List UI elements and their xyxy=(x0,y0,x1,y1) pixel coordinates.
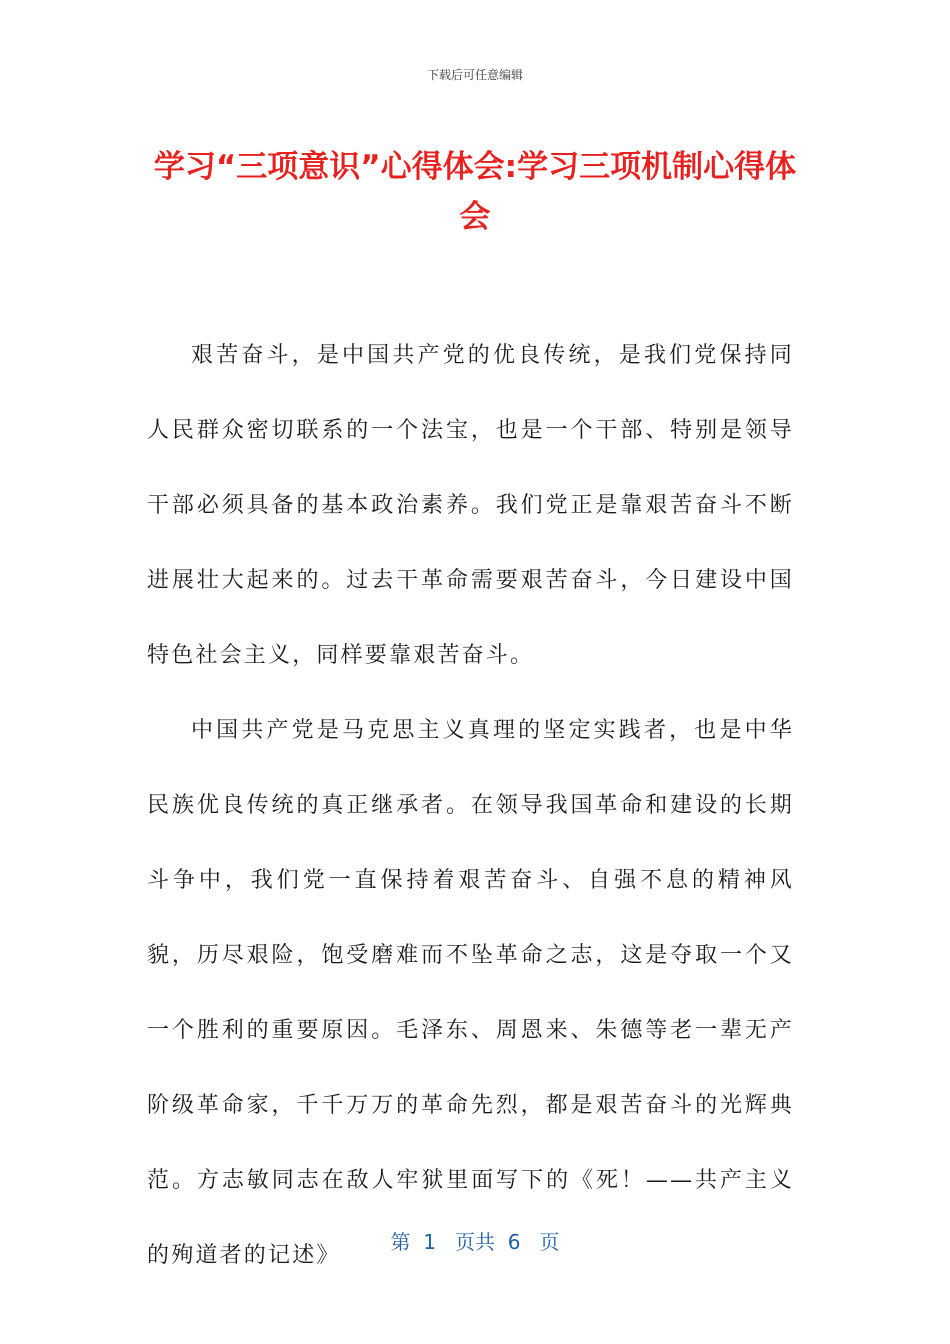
document-body xyxy=(147,318,794,1293)
header-note: 下载后可任意编辑 xyxy=(426,68,523,82)
paragraph-2: 中国共产党是马克思主义真理的坚定实践者，也是中华民族优良传统的真正继承者。在领导我国革命和建设的长期斗争中，我们党一直保持着艰苦奋斗、自强不息的精神风貌，历尽艰险，饱受磨难而不坠革命之志，这是夺取一个又一个胜利的重要原因。毛泽东、周恩来、朱德等老一辈无产阶级革命家，千千万万的革命先烈，都是艰苦奋斗的光辉典范。方志敏同志在敌人牢狱里面写下的《死！——共产主义的殉道者的记述》 xyxy=(147,718,794,1268)
document-title: 学习“三项意识”心得体会:学习三项机制心得体会 xyxy=(153,149,797,235)
page-number: 第 1 页共 6 页 xyxy=(390,1230,560,1254)
paragraph-1: 艰苦奋斗，是中国共产党的优良传统，是我们党保持同人民群众密切联系的一个法宝，也是一个干部、特别是领导干部必须具备的基本政治素养。我们党正是靠艰苦奋斗不断进展壮大起来的。过去干革命需要艰苦奋斗，今日建设中国特色社会主义，同样要靠艰苦奋斗。 xyxy=(147,343,794,668)
